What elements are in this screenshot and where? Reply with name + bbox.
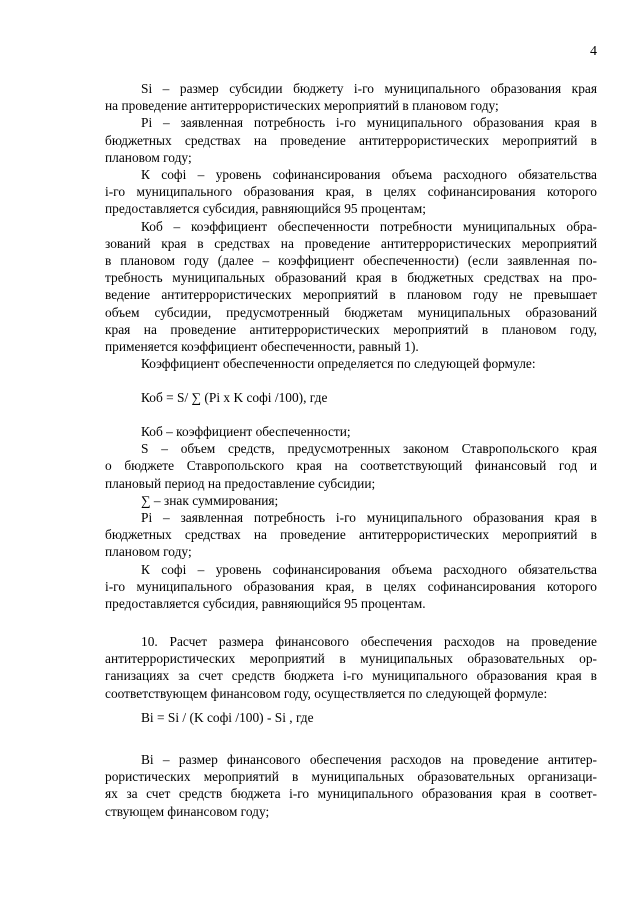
paragraph: [105, 423, 597, 440]
paragraph: [105, 509, 597, 561]
text-line: края на проведение антитеррористических мероприятий в плановом году,: [105, 321, 597, 337]
text-line: ях за счет средств бюджета i-го муниципального образования края в соответ-: [105, 786, 597, 802]
text-line: в плановом году (далее – коэффициент обеспеченности) (если заявленная по-: [105, 253, 597, 268]
text-line: о бюджете Ставропольского края на соответствующий финансовый год и: [105, 458, 597, 474]
text-line: ствующем финансовом году;: [105, 803, 270, 819]
paragraph: [105, 440, 597, 492]
paragraph: [105, 218, 597, 356]
text-line: i-го муниципального образования края, в целях софинансирования которого: [105, 184, 597, 200]
text-line: объем субсидии, предусмотренный бюджетам муниципальных образований: [105, 304, 597, 320]
paragraph: [105, 561, 597, 613]
text-line: предоставляется субсидия, равняющийся 95 процентам.: [105, 596, 426, 611]
text-line: предоставляется субсидия, равняющийся 95 процентам;: [105, 201, 426, 217]
formula-coefficient: Коб = S/ ∑ (Pi x K софi /100), где: [141, 390, 328, 405]
text-line: Pi – заявленная потребность i-го муниципального образования края в: [141, 115, 597, 131]
text-line: бюджетных средствах на проведение антитеррористических мероприятий в: [105, 132, 597, 148]
paragraph: [105, 751, 597, 820]
paragraph: [105, 80, 597, 114]
text-line: К софi – уровень софинансирования объема расходного обязательства: [141, 561, 597, 577]
paragraph: [105, 492, 597, 509]
text-line: Коб – коэффициент обеспеченности;: [141, 424, 351, 439]
paragraph: [105, 355, 597, 372]
text-line: соответствующем финансовом году, осуществляется по следующей формуле:: [105, 685, 548, 701]
text-line: ганизациях за счет средств бюджета i-го муниципального образования края в: [105, 668, 597, 684]
text-line: применяется коэффициент обеспеченности, равный 1).: [105, 339, 419, 355]
paragraph: [105, 114, 597, 166]
text-line: Коэффициент обеспеченности определяется по следующей формуле:: [141, 356, 536, 372]
text-line: 10. Расчет размера финансового обеспечения расходов на проведение: [141, 634, 597, 649]
text-line: Pi – заявленная потребность i-го муниципального образования края в: [141, 510, 597, 525]
text-line: на проведение антитеррористических мероприятий в плановом году;: [105, 98, 499, 114]
text-line: Si – размер субсидии бюджету i-го муниципального образования края: [141, 81, 597, 96]
text-line: антитеррористических мероприятий в муниципальных образовательных ор-: [105, 651, 597, 667]
text-line: ∑ – знак суммирования;: [141, 492, 279, 508]
section-10: [105, 633, 597, 702]
text-line: плановом году;: [105, 149, 192, 165]
text-line: требность муниципальных образований края в бюджетных средствах на про-: [105, 270, 597, 286]
formula-financing: Bi = Si / (K софi /100) - Si , где: [141, 710, 314, 725]
text-line: бюджетных средствах на проведение антитеррористических мероприятий в: [105, 527, 597, 543]
text-line: ведение антитеррористических мероприятий в плановом году не превышает: [105, 287, 597, 303]
text-line: i-го муниципального образования края, в целях софинансирования которого: [105, 578, 597, 594]
page-number: 4: [590, 44, 597, 59]
text-line: Bi – размер финансового обеспечения расходов на проведение антитер-: [141, 752, 597, 767]
text-line: S – объем средств, предусмотренных законом Ставропольского края: [141, 441, 597, 457]
text-line: рористических мероприятий в муниципальных образовательных организаци-: [105, 769, 597, 785]
paragraph: [105, 166, 597, 218]
text-line: Коб – коэффициент обеспеченности потребности муниципальных обра-: [141, 218, 597, 234]
text-line: зований края в средствах на проведение антитеррористических мероприятий: [105, 235, 597, 251]
text-line: К софi – уровень софинансирования объема расходного обязательства: [141, 167, 597, 182]
text-line: плановом году;: [105, 544, 192, 560]
text-line: плановый период на предоставление субсидии;: [105, 475, 376, 491]
